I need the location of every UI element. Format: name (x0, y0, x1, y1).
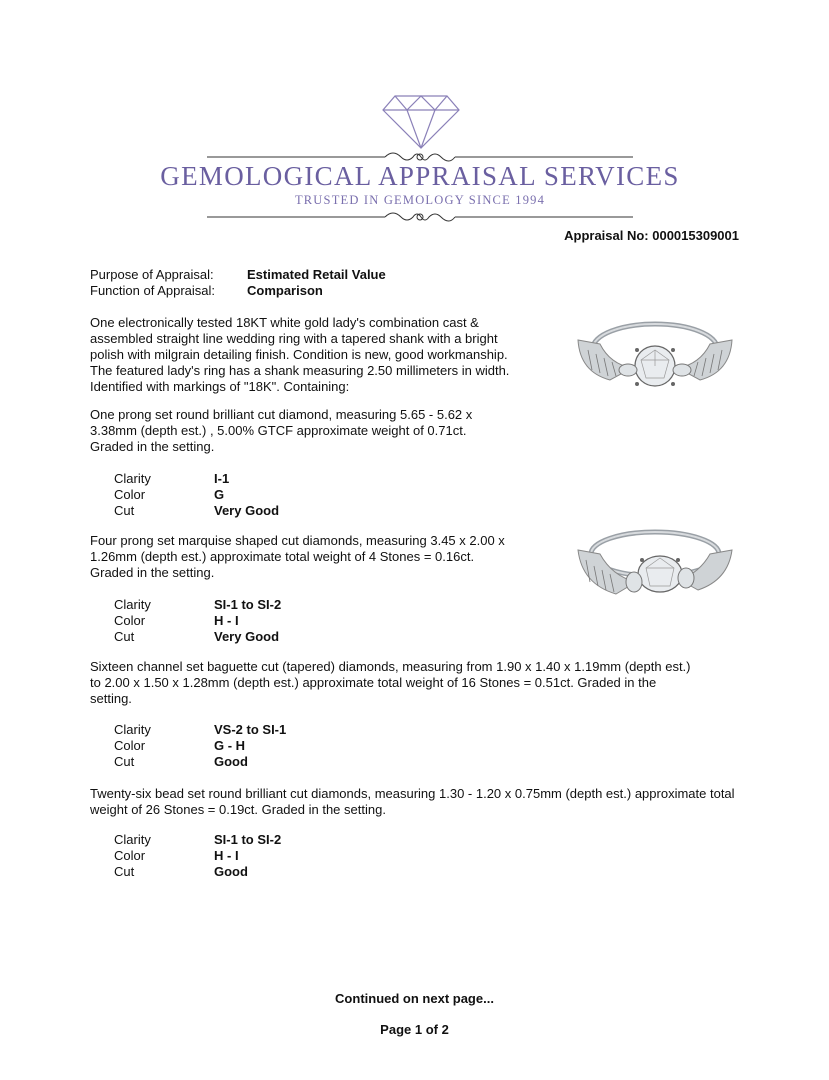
clarity-label: Clarity (114, 832, 151, 847)
continued-note: Continued on next page... (335, 991, 494, 1006)
grade-row (114, 503, 414, 519)
cut-label: Cut (114, 864, 135, 879)
appraisal-number: Appraisal No: 000015309001 (564, 228, 739, 243)
stone-2-grades (114, 597, 414, 645)
color-label: Color (114, 848, 146, 863)
cut-value: Very Good (214, 503, 280, 518)
function-value: Comparison (247, 283, 323, 298)
grade-row (114, 613, 414, 629)
clarity-value: SI-1 to SI-2 (214, 832, 282, 847)
clarity-label: Clarity (114, 597, 151, 612)
brand-tagline: TRUSTED IN GEMOLOGY SINCE 1994 (294, 193, 546, 207)
grade-row (114, 629, 414, 645)
color-label: Color (114, 738, 146, 753)
page-number: Page 1 of 2 (380, 1022, 449, 1037)
clarity-value: SI-1 to SI-2 (214, 597, 282, 612)
cut-value: Very Good (214, 629, 280, 644)
color-value: H - I (214, 613, 239, 628)
ornament-divider-bottom (207, 209, 633, 225)
brand-name: GEMOLOGICAL APPRAISAL SERVICES (160, 161, 680, 191)
stone-1-description: One prong set round brilliant cut diamond, measuring 5.65 - 5.62 x 3.38mm (depth est.) , 5.00% GTCF approximate weight of 0.71ct. Graded in the setting. (90, 407, 473, 454)
clarity-label: Clarity (114, 471, 151, 486)
color-label: Color (114, 613, 146, 628)
clarity-label: Clarity (114, 722, 151, 737)
ring-photo-angle (570, 520, 740, 620)
color-value: G (214, 487, 225, 502)
ring-photo-front (570, 310, 740, 410)
purpose-label: Purpose of Appraisal: (90, 267, 214, 282)
color-value: G - H (214, 738, 246, 753)
cut-label: Cut (114, 629, 135, 644)
grade-row (114, 487, 414, 503)
clarity-value: I-1 (214, 471, 230, 486)
color-value: H - I (214, 848, 239, 863)
grade-row (114, 848, 414, 864)
stone-3-description: Sixteen channel set baguette cut (tapered) diamonds, measuring from 1.90 x 1.40 x 1.19mm (depth est.) to 2.00 x 1.50 x 1.28mm (depth est.) approximate total weight of 16 Stones = 0.51ct. Graded in the setting. (90, 659, 691, 706)
color-label: Color (114, 487, 146, 502)
ring-description: One electronically tested 18KT white gold lady's combination cast & assembled straight line wedding ring with a tapered shank with a bright polish with milgrain detailing finish. Condition is new, good workmanship. The featured lady's ring has a shank measuring 2.50 millimeters in width. Identified with markings of "18K". Containing: (90, 315, 510, 394)
purpose-value: Estimated Retail Value (247, 267, 386, 282)
stone-4-grades (114, 832, 414, 880)
grade-row (114, 722, 414, 738)
clarity-value: VS-2 to SI-1 (214, 722, 287, 737)
stone-2-description: Four prong set marquise shaped cut diamonds, measuring 3.45 x 2.00 x 1.26mm (depth est.) approximate total weight of 4 Stones = 0.16ct. Graded in the setting. (90, 533, 505, 580)
grade-row (114, 597, 414, 613)
diamond-logo-icon (381, 94, 461, 150)
grade-row (114, 754, 414, 770)
cut-value: Good (214, 864, 248, 879)
function-label: Function of Appraisal: (90, 283, 216, 298)
stone-4-description: Twenty-six bead set round brilliant cut diamonds, measuring 1.30 - 1.20 x 0.75mm (depth est.) approximate total weight of 26 Stones = 0.19ct. Graded in the setting. (90, 786, 735, 817)
grade-row (114, 832, 414, 848)
cut-value: Good (214, 754, 248, 769)
grade-row (114, 738, 414, 754)
cut-label: Cut (114, 754, 135, 769)
stone-3-grades (114, 722, 414, 770)
stone-1-grades (114, 471, 414, 519)
grade-row (114, 471, 414, 487)
cut-label: Cut (114, 503, 135, 518)
grade-row (114, 864, 414, 880)
